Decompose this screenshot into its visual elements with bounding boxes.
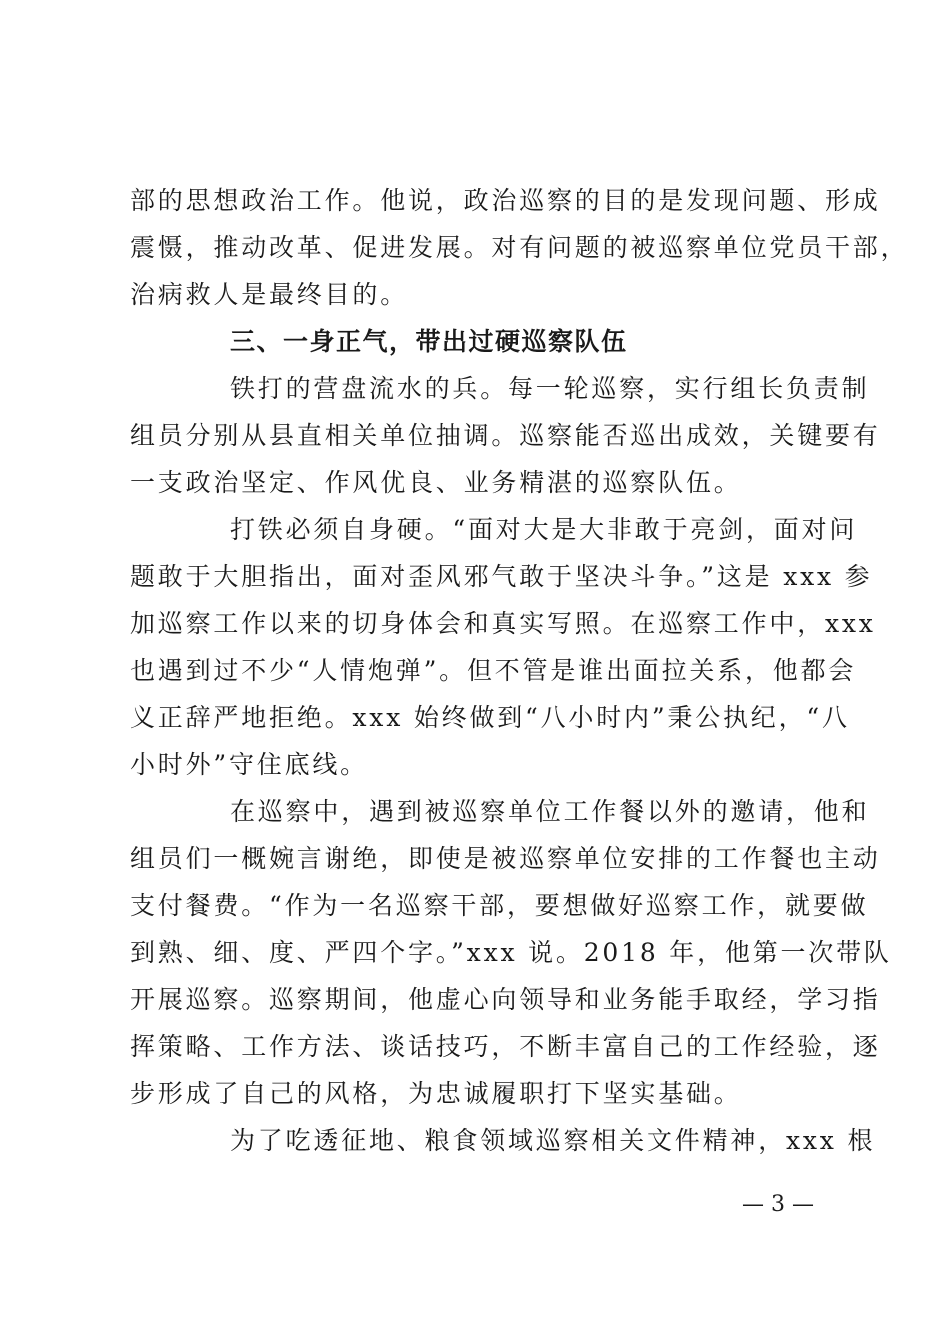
- text-line: 部的思想政治工作。他说，政治巡察的目的是发现问题、形成: [130, 186, 881, 215]
- text-line: 治病救人是最终目的。: [130, 280, 409, 309]
- section-heading: 三、一身正气，带出过硬巡察队伍: [230, 327, 628, 356]
- text-line: 义正辞严地拒绝。xxx 始终做到“八小时内”秉公执纪，“八: [130, 703, 850, 732]
- text-line: 在巡察中，遇到被巡察单位工作餐以外的邀请，他和: [230, 797, 870, 826]
- text-line: 震慑，推动改革、促进发展。对有问题的被巡察单位党员干部，: [130, 233, 909, 262]
- text-line: 到熟、细、度、严四个字。”xxx 说。2018 年，他第一次带队: [130, 938, 892, 967]
- text-line: 铁打的营盘流水的兵。每一轮巡察，实行组长负责制: [230, 374, 870, 403]
- text-line: 打铁必须自身硬。“面对大是大非敢于亮剑，面对问: [230, 515, 858, 544]
- text-line: 挥策略、工作方法、谈话技巧，不断丰富自己的工作经验，逐: [130, 1032, 881, 1061]
- text-line: 支付餐费。“作为一名巡察干部，要想做好巡察工作，就要做: [130, 891, 869, 920]
- text-line: 组员们一概婉言谢绝，即使是被巡察单位安排的工作餐也主动: [130, 844, 881, 873]
- text-line: 组员分别从县直相关单位抽调。巡察能否巡出成效，关键要有: [130, 421, 881, 450]
- page-number: — 3 —: [742, 1192, 814, 1217]
- text-line: 也遇到过不少“人情炮弹”。但不管是谁出面拉关系，他都会: [130, 656, 857, 685]
- text-line: 为了吃透征地、粮食领域巡察相关文件精神，xxx 根: [230, 1126, 876, 1155]
- text-line: 加巡察工作以来的切身体会和真实写照。在巡察工作中，xxx: [130, 609, 876, 638]
- text-line: 开展巡察。巡察期间，他虚心向领导和业务能手取经，学习指: [130, 985, 881, 1014]
- text-line: 题敢于大胆指出，面对歪风邪气敢于坚决斗争。”这是 xxx 参: [130, 562, 873, 591]
- text-line: 一支政治坚定、作风优良、业务精湛的巡察队伍。: [130, 468, 742, 497]
- text-line: 步形成了自己的风格，为忠诚履职打下坚实基础。: [130, 1079, 742, 1108]
- text-line: 小时外”守住底线。: [130, 750, 368, 779]
